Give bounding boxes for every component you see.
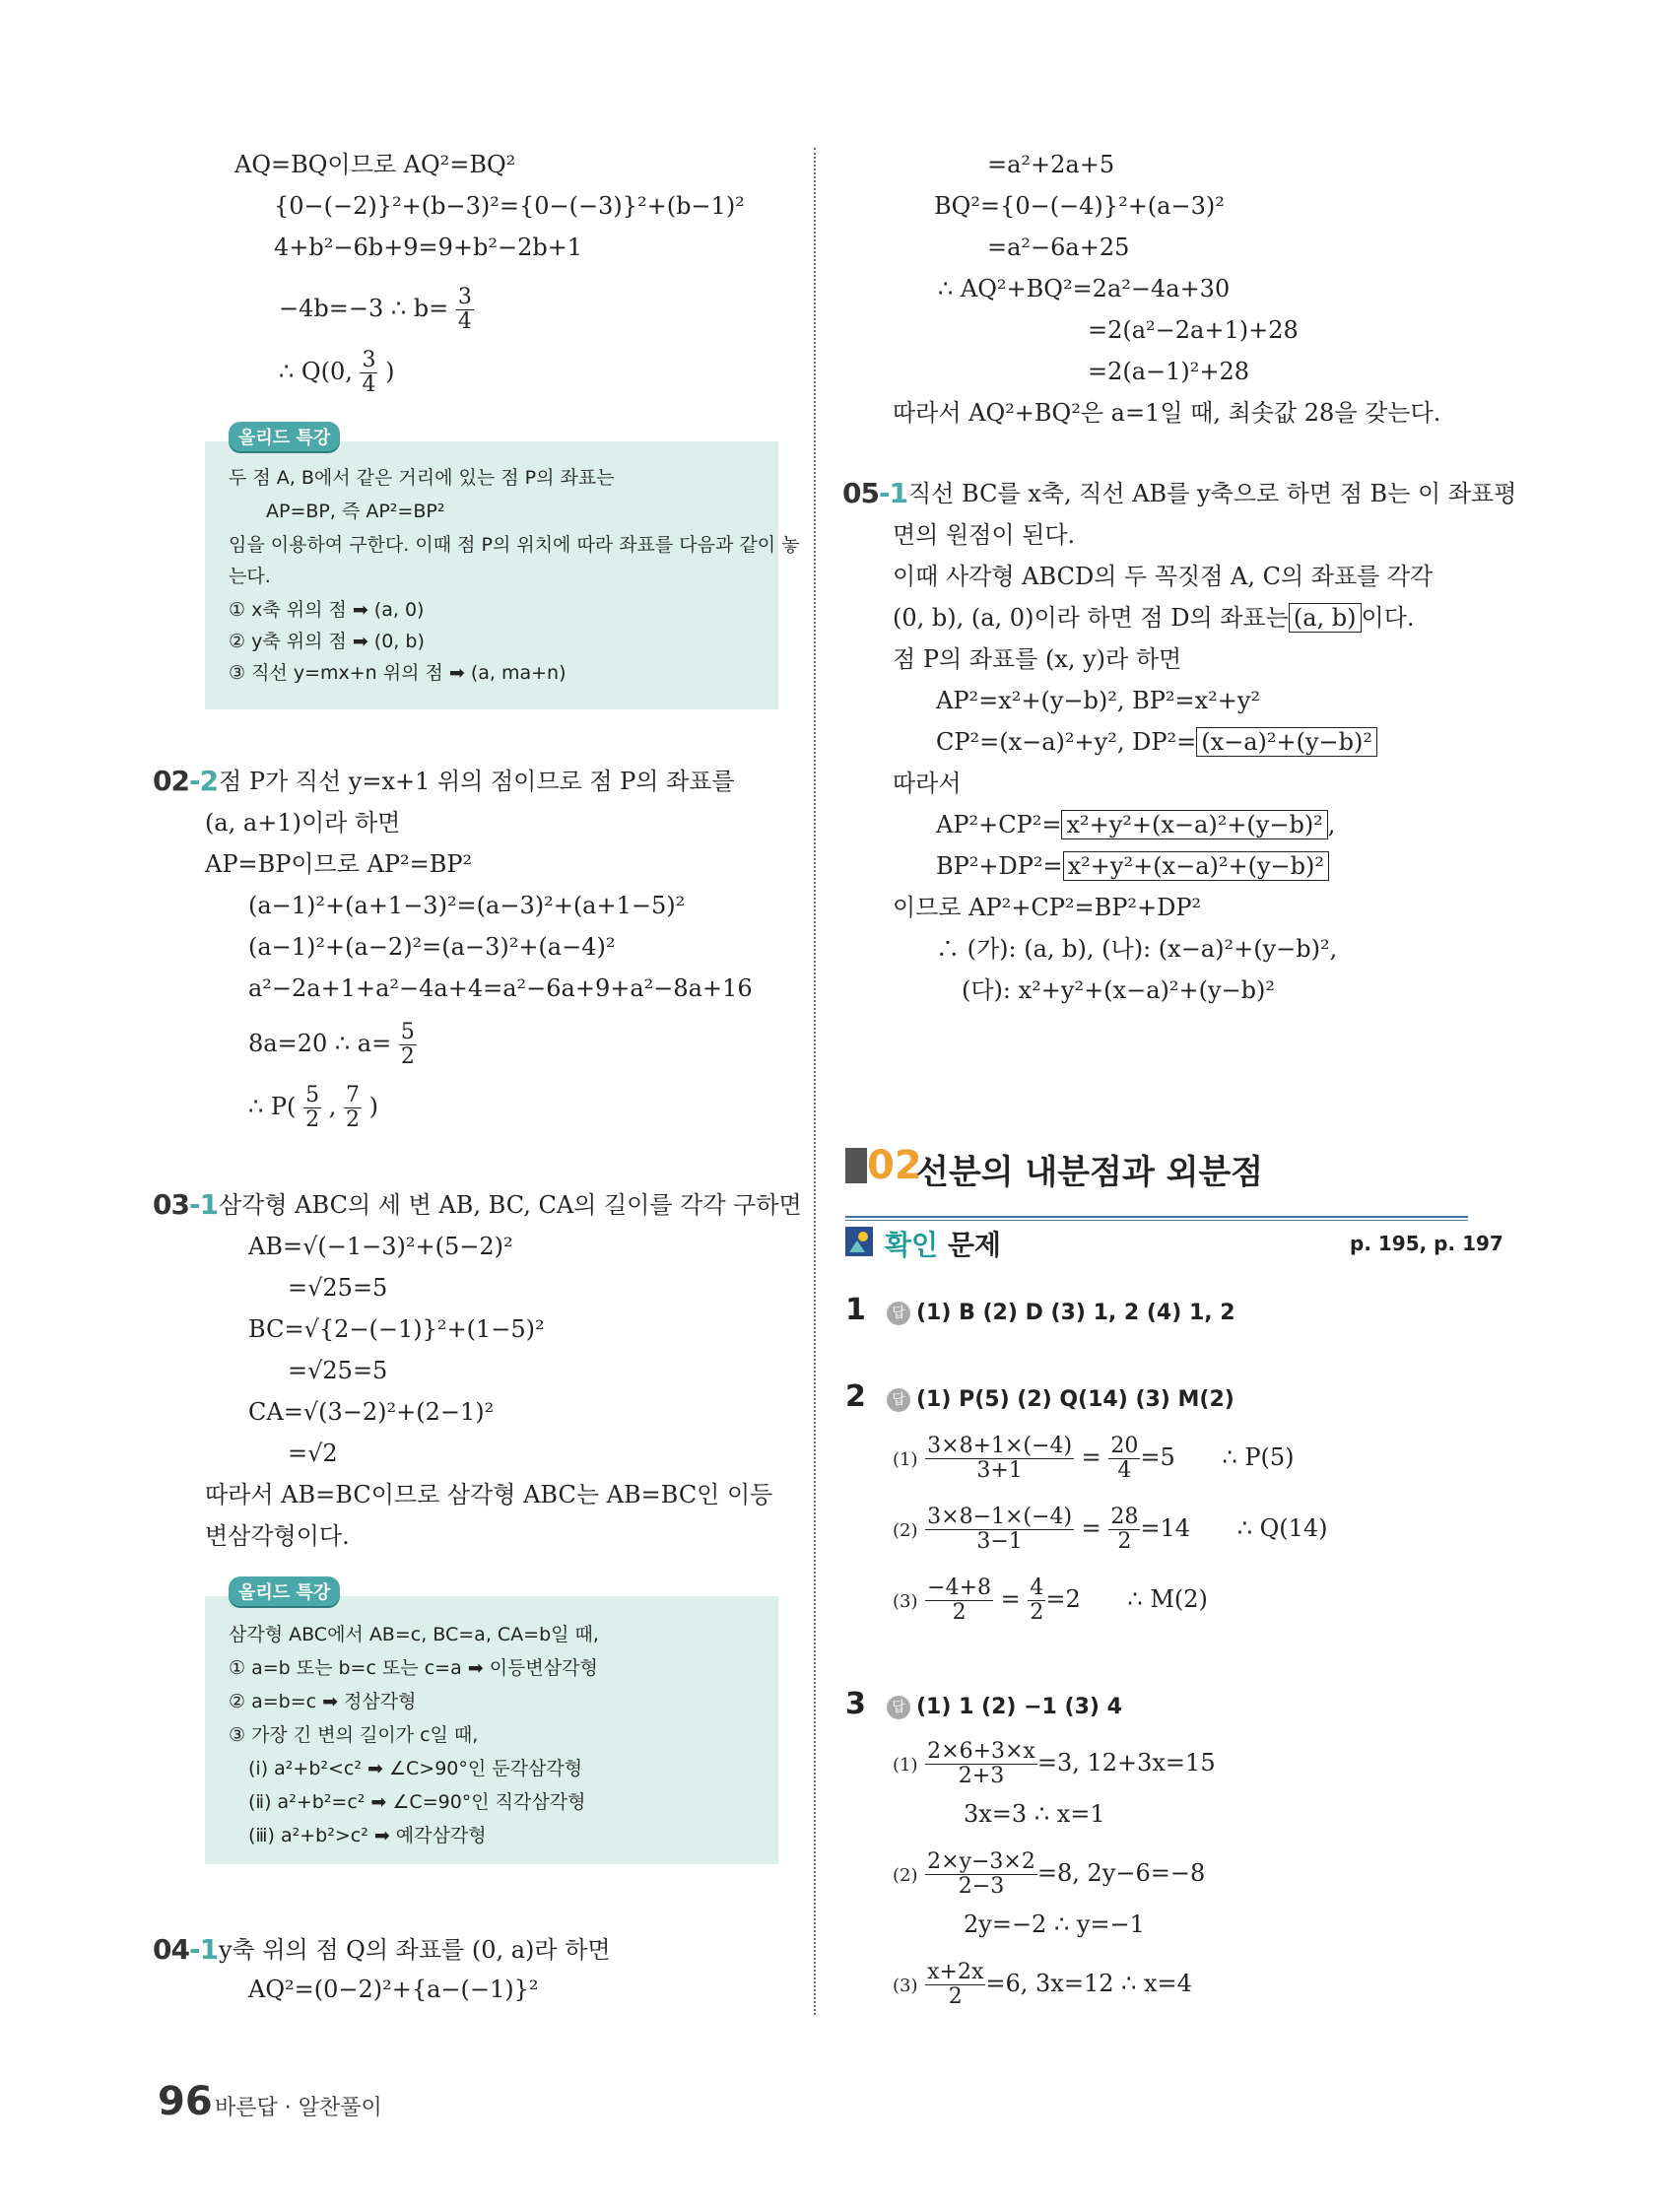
section-bar (845, 1148, 867, 1183)
eq-line: AP²+CP²= x²+y²+(x−a)²+(y−b)² , (936, 811, 1336, 838)
eq-line: 점 P의 좌표를 (x, y)라 하면 (893, 645, 1182, 673)
eq-line: (다): x²+y²+(x−a)²+(y−b)² (962, 976, 1275, 1004)
tip-box (205, 441, 800, 709)
fraction: $\frac{x+2x}{2}$ (927, 1960, 984, 2009)
eq-line: (2) $\frac{2\times y-3\times 2}{2-3}$ =8, 2y−6=−8 (893, 1849, 1206, 1899)
tip-line: 임을 이용하여 구한다. 이때 점 P의 위치에 따라 좌표를 다음과 같이 놓 (229, 534, 800, 556)
eq-line: (3) $\frac{x+2x}{2}$ =6, 3x=12 ∴ x=4 (893, 1960, 1192, 2009)
eq-line: {0−(−2)}²+(b−3)²={0−(−3)}²+(b−1)² (274, 192, 745, 220)
eq-line: CP²=(x−a)²+y², DP²= (x−a)²+(y−b)² (936, 727, 1377, 757)
eq-line: 따라서 AQ²+BQ²은 a=1일 때, 최솟값 28을 갖는다. (893, 399, 1441, 427)
eq-line: =2(a−1)²+28 (1088, 358, 1250, 385)
answer-icon: 답 (887, 1388, 910, 1412)
eq-line: BQ²={0−(−4)}²+(a−3)² (934, 192, 1225, 220)
question-number: 2 (845, 1379, 866, 1414)
eq-line: (1) $\frac{2\times 6+3\times x}{2+3}$ =3, 12+3x=15 (893, 1739, 1216, 1788)
problem-number: 02-2 (153, 765, 219, 797)
tip-label: 올리드 특강 (229, 1576, 340, 1606)
eq-line: ∴ P( $\frac{5}{2}$ , $\frac{7}{2}$ ) (248, 1083, 378, 1132)
eq-line: =a²−6a+25 (987, 234, 1130, 261)
tip-line: ② a=b=c ➡ 정삼각형 (229, 1691, 417, 1712)
question-number: 1 (845, 1293, 866, 1327)
answer-box: x²+y²+(x−a)²+(y−b)² (1063, 851, 1329, 881)
tip-line: (ⅰ) a²+b²<c² ➡ ∠C>90°인 둔각삼각형 (248, 1758, 583, 1779)
tip-line: AP=BP, 즉 AP²=BP² (266, 501, 445, 522)
section-number: 02 (867, 1143, 922, 1188)
fraction: $\frac{4}{2}$ (1030, 1575, 1044, 1625)
tip-line: ③ 가장 긴 변의 길이가 c일 때, (229, 1724, 479, 1746)
answer-box: x²+y²+(x−a)²+(y−b)² (1061, 810, 1327, 839)
check-problems-title: 확인 문제 (885, 1229, 1001, 1261)
eq-line: CA=√(3−2)²+(2−1)² (248, 1398, 495, 1426)
eq-text: −4b=−3 ∴ b= (279, 295, 449, 322)
section-rule (845, 1220, 1468, 1221)
answer-line: 답 (1) 1 (2) −1 (3) 4 (887, 1691, 1122, 1722)
tip-line: ② y축 위의 점 ➡ (0, b) (229, 631, 425, 652)
eq-line: ∴ Q(0, $\frac{3}{4}$ ) (279, 348, 395, 397)
tip-line: 두 점 A, B에서 같은 거리에 있는 점 P의 좌표는 (229, 467, 615, 489)
eq-line: 3x=3 ∴ x=1 (964, 1800, 1105, 1828)
problem-number: 04-1 (153, 1933, 219, 1966)
tip-line: (ⅱ) a²+b²=c² ➡ ∠C=90°인 직각삼각형 (248, 1791, 586, 1813)
fraction: $\frac{28}{2}$ (1110, 1505, 1139, 1554)
eq-line: AP²=x²+(y−b)², BP²=x²+y² (936, 687, 1261, 714)
eq-line: a²−2a+1+a²−4a+4=a²−6a+9+a²−8a+16 (248, 974, 753, 1002)
fraction: $\frac{3}{4}$ (457, 285, 472, 334)
section-rule (845, 1216, 1468, 1218)
eq-line: BC=√{2−(−1)}²+(1−5)² (248, 1315, 545, 1343)
answer-line: 답 (1) P(5) (2) Q(14) (3) M(2) (887, 1383, 1234, 1415)
eq-line: AQ=BQ이므로 AQ²=BQ² (234, 151, 516, 178)
eq-line: =2(a²−2a+1)+28 (1088, 316, 1299, 344)
tip-label: 올리드 특강 (229, 422, 340, 451)
fraction: $\frac{5}{2}$ (400, 1020, 415, 1069)
eq-line: (a−1)²+(a−2)²=(a−3)²+(a−4)² (248, 933, 616, 961)
eq-line: y축 위의 점 Q의 좌표를 (0, a)라 하면 (219, 1936, 611, 1964)
tip-line: (ⅲ) a²+b²>c² ➡ 예각삼각형 (248, 1825, 487, 1846)
eq-text: ∴ Q(0, (279, 358, 361, 385)
eq-line: (3) $\frac{-4+8}{2}$ = $\frac{4}{2}$ =2 ∴ M(2) (893, 1575, 1208, 1625)
eq-line: (1) $\frac{3\times 8+1\times(-4)}{3+1}$ = $\frac{20}{4}$ =5 ∴ P(5) (893, 1434, 1295, 1483)
eq-line: =a²+2a+5 (987, 151, 1115, 178)
column-divider (814, 148, 816, 2015)
eq-line: 이때 사각형 ABCD의 두 꼭짓점 A, C의 좌표를 각각 (893, 563, 1434, 590)
eq-line: (a, a+1)이라 하면 (205, 809, 401, 837)
tip-line: 는다. (229, 566, 271, 587)
tip-line: ① a=b 또는 b=c 또는 c=a ➡ 이등변삼각형 (229, 1657, 598, 1679)
eq-line: 삼각형 ABC의 세 변 AB, BC, CA의 길이를 각각 구하면 (219, 1191, 802, 1219)
eq-line: 4+b²−6b+9=9+b²−2b+1 (274, 234, 583, 261)
fraction: $\frac{5}{2}$ (305, 1083, 320, 1132)
fraction: $\frac{3\times 8-1\times(-4)}{3-1}$ (927, 1505, 1073, 1554)
eq-line: 변삼각형이다. (205, 1522, 350, 1550)
eq-line: ∴ (가): (a, b), (나): (x−a)²+(y−b)², (936, 935, 1338, 963)
eq-line: 2y=−2 ∴ y=−1 (964, 1910, 1145, 1938)
fraction: $\frac{3}{4}$ (362, 348, 376, 397)
answer-box: (x−a)²+(y−b)² (1196, 727, 1377, 757)
section-title: 선분의 내분점과 외분점 (916, 1153, 1264, 1192)
eq-line: AQ²=(0−2)²+{a−(−1)}² (248, 1976, 539, 2003)
tip-box (205, 1596, 778, 1864)
fraction: $\frac{20}{4}$ (1110, 1434, 1139, 1483)
page-reference: p. 195, p. 197 (1350, 1232, 1503, 1255)
eq-line: =√25=5 (288, 1274, 388, 1302)
eq-line: 면의 원점이 된다. (893, 521, 1076, 549)
page-number: 96 (158, 2079, 213, 2124)
check-problems-icon (845, 1227, 873, 1256)
answer-line: 답 (1) B (2) D (3) 1, 2 (4) 1, 2 (887, 1297, 1235, 1328)
eq-line: BP²+DP²= x²+y²+(x−a)²+(y−b)² (936, 851, 1329, 881)
fraction: $\frac{7}{2}$ (345, 1083, 360, 1132)
problem-number: 05-1 (842, 477, 908, 509)
eq-line: 따라서 (893, 770, 962, 797)
eq-line: (0, b), (a, 0)이라 하면 점 D의 좌표는 (a, b) 이다. (893, 604, 1415, 632)
eq-line: 8a=20 ∴ a= $\frac{5}{2}$ (248, 1020, 415, 1069)
answer-box: (a, b) (1289, 603, 1362, 633)
tip-line: ③ 직선 y=mx+n 위의 점 ➡ (a, ma+n) (229, 662, 567, 684)
eq-line: ∴ AQ²+BQ²=2a²−4a+30 (938, 275, 1231, 302)
eq-line (279, 286, 474, 334)
fraction: $\frac{2\times y-3\times 2}{2-3}$ (927, 1849, 1035, 1899)
fraction: $\frac{-4+8}{2}$ (927, 1575, 992, 1625)
answer-icon: 답 (887, 1302, 910, 1325)
eq-line: AB=√(−1−3)²+(5−2)² (248, 1233, 513, 1260)
eq-line: 이므로 AP²+CP²=BP²+DP² (893, 894, 1202, 921)
eq-line: 점 P가 직선 y=x+1 위의 점이므로 점 P의 좌표를 (219, 768, 735, 795)
eq-line: 직선 BC를 x축, 직선 AB를 y축으로 하면 점 B는 이 좌표평 (908, 480, 1517, 507)
eq-line: 따라서 AB=BC이므로 삼각형 ABC는 AB=BC인 이등 (205, 1481, 773, 1508)
eq-line: AP=BP이므로 AP²=BP² (205, 850, 473, 878)
question-number: 3 (845, 1687, 866, 1721)
answer-icon: 답 (887, 1696, 910, 1719)
eq-line: =√2 (288, 1440, 338, 1467)
tip-line: ① x축 위의 점 ➡ (a, 0) (229, 599, 425, 621)
eq-line: =√25=5 (288, 1357, 388, 1384)
footer-title: 바른답 · 알찬풀이 (215, 2096, 382, 2120)
eq-line: (a−1)²+(a+1−3)²=(a−3)²+(a+1−5)² (248, 892, 686, 919)
fraction: $\frac{3\times 8+1\times(-4)}{3+1}$ (927, 1434, 1073, 1483)
eq-line: (2) $\frac{3\times 8-1\times(-4)}{3-1}$ = $\frac{28}{2}$ =14 ∴ Q(14) (893, 1505, 1328, 1554)
tip-line: 삼각형 ABC에서 AB=c, BC=a, CA=b일 때, (229, 1624, 599, 1645)
fraction: $\frac{2\times 6+3\times x}{2+3}$ (927, 1739, 1035, 1788)
problem-number: 03-1 (153, 1188, 219, 1221)
